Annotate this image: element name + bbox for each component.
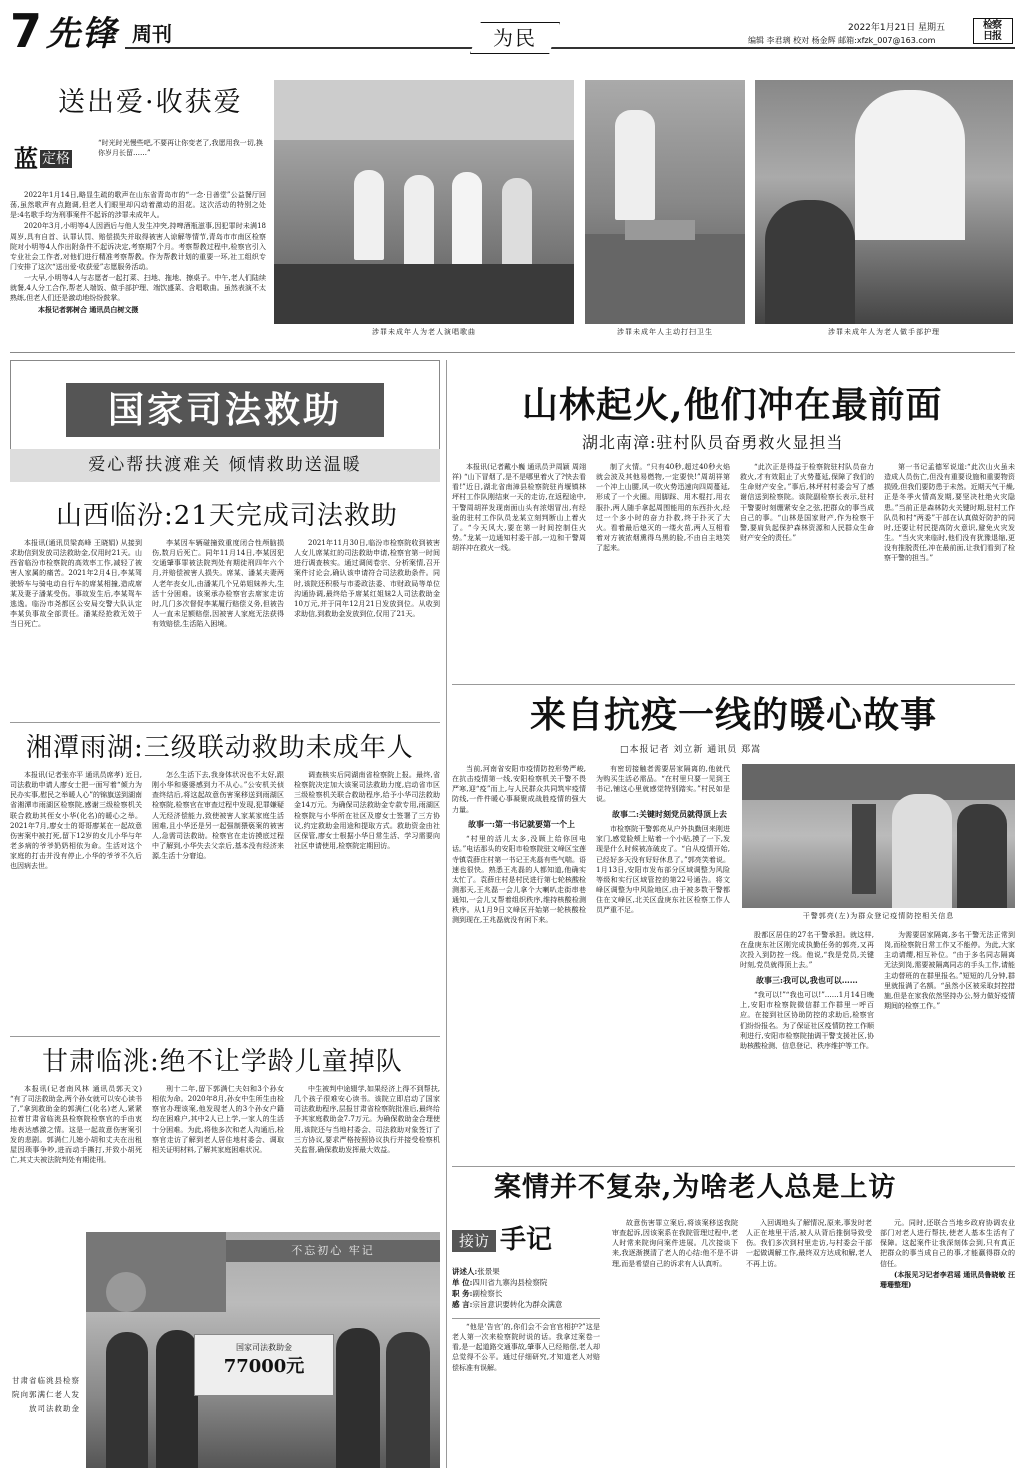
epidemic-story1-text: “村里的活儿太多,没顾上给你回电话。”电话那头的安阳市检察院驻文峰区宝莲寺镇袁薛庄村第一书记王兆磊有些气喘。语速也很快。熟悉王兆磊的人都知道,他确实太忙了。袁薛庄村是村民进行第七轮核酸检测那天,王兆磊一会儿拿个大喇叭走街串巷通知,一会儿又帮着组织秩序,维持核酸检测秩序。从1月9日文峰区开始第一轮核酸检测到现在,王兆磊就没有闲下来。 [452, 835, 586, 925]
elder-text4: 元。同时,还联合当地乡政府协调农业部门对老人进行帮扶,使老人基本生活有了保障。这起案件让我深刻体会到,只有真正把群众的事当成自己的事,才能赢得群众的信任。 [880, 1219, 1015, 1268]
story1-body [10, 190, 266, 348]
info-value-post: 副检察长 [472, 1289, 503, 1298]
masthead-rule [125, 47, 1015, 49]
story1-byline: 本报记者郭树合 通讯员白树文摄 [38, 304, 139, 314]
a3-photo [86, 1232, 440, 1468]
divider-top-story [10, 352, 1015, 353]
story1-title: 送出爱·收获爱 [58, 87, 243, 118]
info-value-narrator: 张景果 [477, 1267, 500, 1276]
epidemic-col4 [884, 930, 1015, 1164]
a2-col2 [152, 770, 284, 1032]
a1-text2: 李某因车辆碰撞致重度闭合性颅脑损伤,数月后死亡。同年11月14日,李某因犯交通肇事罪被法院判处有期徒刑四年六个月,并赔偿被害人损失。席某、潘某夫妻两人老年丧女儿,由潘某几个兄弟姐妹养大,生活十分困难。该案承办检察官去席家走访时,几门多次督促李某履行赔偿义务,但被告人一直未足额赔偿,因被害人家庭无法获得有效赔偿,生活陷入困境。 [152, 539, 284, 629]
epidemic-story3-text: “我可以!”“我也可以!”……1月14日晚上,安阳市检察院微信群工作群里一呼百应。在接到社区协助防控的求助后,检察官们纷纷报名。为了保证社区疫情防控工作顺利进行,安阳市检察院抽调干警支援社区,协助核酸检测、信息登记、秩序维护等工作。 [740, 991, 874, 1050]
fire-text3: “此次正是得益于检察院驻村队员奋力救火,才有效阻止了火势蔓延,保障了我们的生命财产安全。”事后,林坪村村委会写了感谢信送到检察院。该院副检察长表示,驻村干警要时刻绷紧安全之弦,把群众的事当成自己的事。“山林是国家财产,作为检察干警,要肩负起保护森林资源和人民群众生命财产安全的责任。” [740, 463, 874, 542]
info-value-unit: 四川省九寨沟县检察院 [472, 1278, 548, 1287]
story1-quote-text: “时光时光慢些吧,不要再让你变老了,我愿用我一切,换你岁月长留……” [98, 139, 263, 158]
info-label-post: 职 务: [452, 1289, 473, 1298]
a3-text1: 本报讯(记者南风林 通讯员郭天文) “有了司法救助金,两个孙女就可以安心读书了,”拿到救助金的郭满仁(化名)老人,紧紧拉着甘肃省临洮县检察院检察官的手由衷地表达感激之情。这是一起故意伤害案引发的悲剧。郭满仁儿媳小胡和丈夫在出租屋因琐事争吵,进而动手撕打,并致小胡死亡,其丈夫被法院判处有期徒刑。 [10, 1085, 142, 1164]
brand-name: 先锋 [46, 14, 118, 54]
a3-col2 [152, 1084, 284, 1228]
epidemic-story3-head: 故事三:我可以,我也可以…… [756, 974, 858, 985]
elder-text2: 故意伤害罪立案后,将该案移送我院审查起诉,因该案系在我院管理过程中,老人时常来院询问案件进展。几次接谈下来,我逐渐摸清了老人的心结:他不是不讲理,而是希望自己的诉求有人认真听。 [612, 1219, 738, 1268]
elder-title: 案情并不复杂,为啥老人总是上访 [494, 1172, 897, 1203]
epidemic-col2-text: 有密切接触者需要居家隔离的,他就代为购买生活必需品。“在村里只要一见到王书记,铺这心里就感觉特别踏实。”村民如是说。 [596, 765, 730, 804]
story1-para3: 一大早,小明等4人与志愿者一起打菜、扫地、拖地、擦桌子。中午,老人们陆续就餐,4人分工合作,帮老人端饭、做手部护理、端饮盛菜、含唱歌曲。虽然表演不太熟练,但老人们还是激动地纷纷鼓掌。 [10, 274, 266, 303]
fire-col1 [452, 462, 586, 680]
a2-col3 [294, 770, 440, 1032]
a1-col1 [10, 538, 142, 720]
section-label: 为民 [493, 26, 537, 50]
epidemic-story2-head: 故事二:关键时刻党员就得顶上去 [612, 808, 727, 819]
rescue-subtitle: 爱心帮扶渡难关 倾情救助送温暖 [88, 455, 362, 475]
info-label-remark: 感 言: [452, 1300, 473, 1309]
fire-col3 [740, 462, 874, 680]
story1-author-name: 定格 [42, 151, 70, 167]
epidemic-col1 [452, 764, 586, 1164]
column-divider [446, 360, 447, 1468]
a1-title: 山西临汾:21天完成司法救助 [56, 501, 398, 531]
story1-para2: 2020年3月,小明等4人因酒后与他人发生冲突,持啤酒瓶滋事,因犯罪时未满18周岁,具有自首、认罪认罚、赔偿损失并取得被害人谅解等情节,青岛市市南区检察院对小明等4人作出附条件不起诉决定,考察期7个月。考察帮教过程中,检察官引入专业社会工作者,对他们进行精准考察帮教。作为帮教计划的重要一环,社工组织专门安排了这次“送出爱·收获爱”志愿服务活动。 [10, 222, 266, 271]
epidemic-byline: □本报记者 刘立新 通讯员 郑嵩 [620, 745, 762, 755]
a2-text2: 怎么生活下去,我身体状况也不太好,跟刚小华和婆婆感到力不从心。”公安机关侦查终结后,将这起故意伤害案移送到雨湖区检察院,检察官在审查过程中发现,犯罪嫌疑人无经济偿能力,致使被害人家某家庭生活困难,且小华还是另一起强制猥亵案的被害人,急需司法救助。检察官在走访摸底过程中了解到,小华失去父亲后,基本没有经济来源,生活十分窘迫。 [152, 771, 284, 861]
elder-byline: (本报见习记者李君瑶 通讯员鲁晓敏 汪珊珊整理) [880, 1269, 1015, 1289]
epidemic-col3-text: 股都区居住的27名干警承担。就这样,在盘庚东社区刚完成执勤任务的郭亮,又再次投入到防控一线。他说,“我是党员,关键时刻,党员就得顶上去。” [740, 931, 874, 970]
fire-col4 [884, 462, 1015, 680]
a2-title: 湘潭雨湖:三级联动救助未成年人 [26, 733, 414, 763]
weekly-label: 周刊 [132, 22, 172, 46]
fire-text2: 制了火情。“只有40秒,超过40秒火焰就会波及其他易燃物,一定要快!”周胡祥第一个冲上山腰,风一吹火势迅速向四周蔓延,形成了一个火圈。用脚踩、用木棍打,用衣服扑,两人随手拿起周围能用的东西扑火,经过一个多小时的奋力扑救,终于扑灭了大火。看着最后熄灭的一缕火苗,两人互相看着对方被浓烟熏得乌黑的脸,不由自主地笑了起来。 [596, 463, 730, 553]
info-value-remark: 宗旨意识要转化为群众满意 [472, 1300, 563, 1309]
a3-text3: 中生被判中途辍学,如果经济上得不到帮扶,几个孩子很难安心读书。该院立即启动了国家司法救助程序,层报甘肃省检察院批准后,最终给予其家庭救助金7.7万元。为确保救助金合理使用,该院还与当地村委会、司法救助对象签订了三方协议,要求严格按照协议执行并接受检察机关监督,确保救助发挥最大效益。 [294, 1085, 440, 1154]
epidemic-photo [742, 764, 1015, 908]
fire-col2 [596, 462, 730, 680]
epidemic-divider [452, 1166, 1015, 1167]
wall-banner [226, 1240, 440, 1262]
info-label-narrator: 讲述人: [452, 1267, 478, 1276]
fire-text4: 第一书记孟德军说道:“此次山火虽未造成人员伤亡,但没有重要设施和重要物资损毁,但我们要防患于未然。近期天气干燥,正是冬季火情高发期,要坚决杜绝火灾隐患。”当前正是森林防火关键时期,驻村工作队员和村“两委”干部在认真做好防护的同时,还要让村民提高防火意识,避免火灾发生。“当火灾来临时,他们没有犹豫退缩,更没有推脱责任,冲在最前面,让我们看到了检察干警的担当。” [884, 463, 1015, 563]
a2-divider [10, 1036, 440, 1037]
epidemic-story2-text: 市检察院干警郭亮从户外执勤回来刚进家门,感觉脸颊上贴着一个小贴,摸了一下,发现是什么时候被冻破皮了。“自从疫情开始,已经好多天没有好好休息了。”郭亮笑着说。1月13日,安阳市发布部分区域调整为风险等级和实行区域管控的第22号通告。将文峰区调整为中风险地区,由于被多数干警都住在文峰区,北关区盘庚东社区检察工作人员严重不足。 [596, 825, 730, 915]
rescue-banner-text: 国家司法救助 [107, 389, 342, 431]
caption-singing: 涉罪未成年人为老人演唱歌曲 [372, 328, 476, 336]
caption-handcare: 涉罪未成年人为老人做手部护理 [828, 328, 940, 336]
elder-col3 [746, 1218, 872, 1468]
page-number: 7 [10, 4, 43, 58]
a1-col2 [152, 538, 284, 720]
rescue-subtitle-bar [10, 449, 440, 482]
fire-subtitle: 湖北南漳:驻村队员奋勇救火显担当 [582, 433, 844, 452]
a3-photo-caption [12, 1374, 80, 1464]
a2-text3: 调查核实后同湖南省检察院上报。最终,省检察院决定加大该案司法救助力度,启动省市区三级检察机关联合救助程序,给予小华司法救助金14万元。为确保司法救助金专款专用,雨湖区检察院与小华所在社区及廖女士签署了三方协议,约定救助金用途和提取方式。救助资金由社区保管,廖女士根据小华日常生活、学习需要向社区申请使用,检察院定期回访。 [294, 771, 440, 850]
elder-info-rule [452, 1318, 600, 1319]
notes-label: 手记 [500, 1225, 553, 1255]
visit-badge-text: 接访 [458, 1232, 489, 1250]
elder-col2 [612, 1218, 738, 1468]
donation-amount: 77000元 [223, 1356, 305, 1377]
story1-para1: 2022年1月14日,略显生疏的歌声在山东省青岛市的“一念·日善堂”公益餐厅回荡,虽然歌声有点跑调,但老人们眼里却闪动着激动的泪花。这次活动的特别之处是:4名歌手均为刑事案件不起诉的涉罪未成年人。 [10, 191, 266, 220]
elder-text3: 入回调地头了解情况,原来,事发时老人正在地里干活,被人从背后推倒导致受伤。我们多次到村里走访,与村委会干部一起做调解工作,最终双方达成和解,老人不再上访。 [746, 1219, 872, 1268]
editors-line: 编辑 李君璃 校对 杨金辉 邮箱:xfzk_007@163.com [748, 36, 936, 45]
a3-col3 [294, 1084, 440, 1228]
rescue-banner [66, 383, 384, 437]
story1-author-initial: 蓝 [14, 144, 38, 173]
newspaper-logo [973, 18, 1013, 44]
a2-text1: 本报讯(记者张亦平 通讯员席孝) 近日,司法救助申请人廖女士把一面写着“倾力为民办实事,慰民之举暖人心”的锦旗送到湖南省湘潭市雨湖区检察院,感谢三级检察机关联合救助其侄女小华(化名)的暖心之举。2021年7月,廖女士的哥哥廖某在一起故意伤害案中被打死,留下12岁的女儿小华与年老多病的爷爷奶奶相依为命。生活对这个家庭的打击并没有停止,小华的爷爷不久后也因病去世。 [10, 771, 142, 871]
fire-text1: 本报讯(记者戴小巍 通讯员尹周颖 周翊祥) “山下冒烟了,是不是哪里着火了?快去看看!”近日,湖北省南漳县检察院驻肖堰镇林坪村工作队刚结束一天的走访,在返程途中,干警周胡祥发现南面山头有浓烟冒出,有经验的驻村工作队员龙某立刻判断山上着火了。“今天风大,要在第一时间控制住火势。”龙某一边通知村委干部,一边和干警周胡祥冲在救火一线。 [452, 463, 586, 553]
a1-text1: 本报讯(通讯员梁高峰 王晓娟) 从接到求助信到发放司法救助金,仅用时21天。山西省临汾市检察院的高效率工作,减轻了被害人家属的痛苦。2021年2月4日,李某驾驶轿车与骑电动自行车的席某相撞,造成席某及妻子潘某受伤。事故发生后,李某驾车逃逸。临汾市尧都区公安局交警大队认定李某负事故全部责任。潘某经抢救无效于当日死亡。 [10, 539, 142, 629]
elder-info [452, 1266, 600, 1316]
epidemic-col2 [596, 764, 730, 1164]
story1-photo-handcare [755, 80, 1013, 324]
a1-col3 [294, 538, 440, 720]
story1-photo-singing [274, 80, 574, 324]
epidemic-photo-caption: 干警郭亮(左)为群众登记疫情防控相关信息 [802, 912, 955, 920]
a3-text2: 刑十二年,留下郭满仁夫妇和3个孙女相依为命。2020年8月,孙女中生所生由检察官办理该案,他发现老人的3个孙女户籍均在困难户,其中2人已上学,一家人的生活十分困难。为此,将他多次和老人沟通后,检察官走访了解到老人居住地村委会、调取相关证明材料,了解其家庭困难状况。 [152, 1085, 284, 1154]
donation-board-title: 国家司法救助金 [236, 1343, 292, 1352]
a2-col1 [10, 770, 142, 1032]
a3-title: 甘肃临洮:绝不让学龄儿童掉队 [42, 1047, 403, 1077]
epidemic-title: 来自抗疫一线的暖心故事 [530, 694, 938, 736]
story1-photo-cleaning [585, 80, 745, 324]
wall-banner-text: 不忘初心 牢记 [291, 1244, 375, 1257]
epidemic-story1-head: 故事一:第一书记就要第一个上 [468, 818, 575, 829]
epidemic-col4-text: 为需要居家隔离,多名干警无法正常到岗,而检察院日常工作又不能停。为此,大家主动请缨,相互补位。“由于多名同志隔离无法到岗,需要被隔离同志的手头工作,请能主动替班的在群里报名。”短短的几分钟,群里就报满了名额。“虽然小区被采取封控措施,但是在家我依然坚持办公,努力做好疫情期间的检察工作。” [884, 931, 1015, 1010]
elder-col4 [880, 1218, 1015, 1468]
a1-divider [10, 722, 440, 723]
a3-col1 [10, 1084, 142, 1228]
elder-col1 [452, 1322, 600, 1468]
issue-date: 2022年1月21日 星期五 [848, 23, 945, 33]
a3-photo-caption-text: 甘肃省临洮县检察院向郭满仁老人发放司法救助金 [12, 1376, 80, 1413]
visit-badge [452, 1230, 496, 1252]
epidemic-col3 [740, 930, 874, 1164]
epidemic-intro: 当前,河南省安阳市疫情防控形势严峻,在抗击疫情第一线,安阳检察机关干警不畏严寒,迎“疫”而上,与人民群众共同筑牢疫情防线,一件件暖心事凝聚成战胜疫情的强大力量。 [452, 765, 586, 814]
info-label-unit: 单 位: [452, 1278, 473, 1287]
fire-title: 山林起火,他们冲在最前面 [522, 384, 943, 426]
elder-text1: “他是‘告官’的,你们会不会官官相护?”这是老人第一次来检察院时说的话。我拿过案卷一看,是一起道路交通事故,肇事人已经赔偿,老人却总觉得不公平。通过仔细研究,才知道老人对赔偿标准有误解。 [452, 1323, 600, 1372]
caption-cleaning: 涉罪未成年人主动打扫卫生 [617, 328, 713, 336]
donation-board [194, 1334, 334, 1396]
story1-quote [98, 138, 263, 188]
logo-text: 检察日报 [983, 20, 1001, 42]
a1-text3: 2021年11月30日,临汾市检察院收到被害人女儿席某红的司法救助申请,检察官第一时间进行调查核实。通过调阅卷宗、分析案情,召开案件讨论会,确认该申请符合司法救助条件。同时,该院还积极与市委政法委、市财政局等单位沟通协调,最终给予席某红姐妹2人司法救助金10万元,并于同年12月21日发放到位。从收到求助信,到救助金发放到位,仅用了21天。 [294, 539, 440, 618]
fire-divider [452, 684, 1015, 685]
